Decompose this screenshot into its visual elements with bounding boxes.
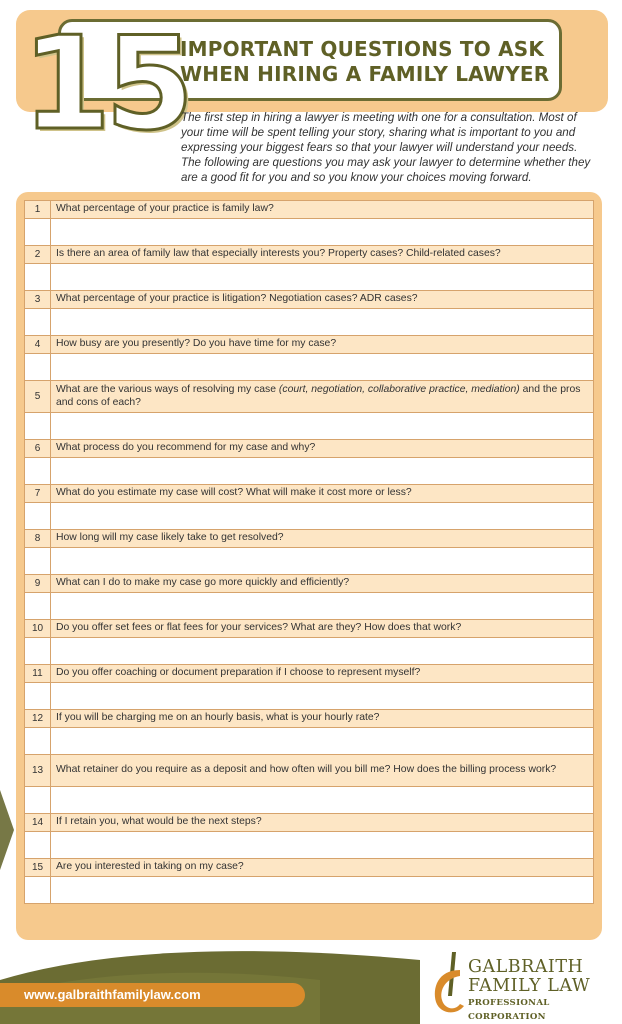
question-text-content <box>56 384 588 409</box>
question-text-part: What do you estimate my case will cost? What will make it cost more or less? <box>56 487 412 499</box>
question-text-content <box>56 861 244 874</box>
question-number: 10 <box>25 620 51 637</box>
question-text-content <box>56 338 336 351</box>
question-text <box>51 814 593 831</box>
question-text <box>51 620 593 637</box>
intro-paragraph: The first step in hiring a lawyer is meeting with one for a consultation. Most of your time will be spent telling your story, sharing what is important to you and expressing your biggest fears so that your lawyer will understand your needs. The following are questions you may ask your lawyer to determine whether they are a good fit for you and so you know your choices moving forward. <box>181 111 591 184</box>
question-text <box>51 710 593 727</box>
answer-field[interactable] <box>51 458 593 484</box>
answer-row[interactable] <box>24 637 594 665</box>
question-number: 7 <box>25 485 51 502</box>
questions-table <box>24 200 594 903</box>
question-text <box>51 246 593 263</box>
question-text-part: What process do you recommend for my case and why? <box>56 442 316 454</box>
question-text-content <box>56 293 418 306</box>
question-text <box>51 485 593 502</box>
answer-number-cell <box>25 413 51 439</box>
question-row <box>24 200 594 219</box>
answer-number-cell <box>25 832 51 858</box>
answer-field[interactable] <box>51 413 593 439</box>
answer-number-cell <box>25 458 51 484</box>
question-text <box>51 755 593 786</box>
question-text-content <box>56 816 262 829</box>
question-number: 14 <box>25 814 51 831</box>
answer-row[interactable] <box>24 502 594 530</box>
question-text-part: What are the various ways of resolving my case <box>56 383 279 395</box>
question-text <box>51 859 593 876</box>
answer-number-cell <box>25 877 51 903</box>
question-text-content <box>56 622 461 635</box>
question-text-part: Do you offer coaching or document preparation if I choose to represent myself? <box>56 667 421 679</box>
answer-number-cell <box>25 638 51 664</box>
question-text <box>51 381 593 412</box>
question-text <box>51 201 593 218</box>
answer-number-cell <box>25 503 51 529</box>
answer-number-cell <box>25 683 51 709</box>
answer-row[interactable] <box>24 308 594 336</box>
answer-row[interactable] <box>24 218 594 246</box>
question-row <box>24 335 594 354</box>
question-row <box>24 380 594 413</box>
answer-field[interactable] <box>51 264 593 290</box>
answer-number-cell <box>25 548 51 574</box>
question-row <box>24 754 594 787</box>
answer-row[interactable] <box>24 353 594 381</box>
question-text-content <box>56 667 420 680</box>
answer-row[interactable] <box>24 457 594 485</box>
answer-number-cell <box>25 787 51 813</box>
question-row <box>24 245 594 264</box>
question-row <box>24 664 594 683</box>
question-row <box>24 574 594 593</box>
question-text-part: What can I do to make my case go more quickly and efficiently? <box>56 577 350 589</box>
question-text-emphasis: (court, negotiation, collaborative practice, mediation) <box>278 383 520 395</box>
galbraith-logo-icon <box>430 950 470 1020</box>
question-row <box>24 858 594 877</box>
question-text-content <box>56 203 274 216</box>
question-text <box>51 575 593 592</box>
question-text-part: What retainer do you require as a deposit and how often will you bill me? How does the billing process work? <box>56 764 557 776</box>
answer-field[interactable] <box>51 593 593 619</box>
answer-field[interactable] <box>51 832 593 858</box>
question-text-content <box>56 487 412 500</box>
answer-row[interactable] <box>24 263 594 291</box>
title-line-2: WHEN HIRING A FAMILY LAWYER <box>180 62 550 86</box>
question-text-content <box>56 248 501 261</box>
question-number: 4 <box>25 336 51 353</box>
question-text-content <box>56 442 315 455</box>
answer-number-cell <box>25 219 51 245</box>
question-text-content <box>56 712 379 725</box>
question-row <box>24 439 594 458</box>
answer-field[interactable] <box>51 638 593 664</box>
answer-number-cell <box>25 354 51 380</box>
question-number: 3 <box>25 291 51 308</box>
question-text-part: What percentage of your practice is litigation? Negotiation cases? ADR cases? <box>56 293 418 305</box>
question-text-part: If I retain you, what would be the next steps? <box>56 816 262 828</box>
answer-field[interactable] <box>51 354 593 380</box>
big-number-15: 15 <box>22 10 189 159</box>
answer-field[interactable] <box>51 548 593 574</box>
question-text-part: What percentage of your practice is family law? <box>56 203 274 215</box>
answer-number-cell <box>25 309 51 335</box>
question-text-part: How busy are you presently? Do you have time for my case? <box>56 338 337 350</box>
answer-number-cell <box>25 264 51 290</box>
logo-line-1: GALBRAITH <box>468 957 584 977</box>
title-line-1: IMPORTANT QUESTIONS TO ASK <box>180 37 545 61</box>
question-text-part: Are you interested in taking on my case? <box>56 861 244 873</box>
answer-number-cell <box>25 728 51 754</box>
question-number: 13 <box>25 755 51 786</box>
question-text <box>51 665 593 682</box>
answer-row[interactable] <box>24 876 594 904</box>
question-text <box>51 336 593 353</box>
question-number: 1 <box>25 201 51 218</box>
question-row <box>24 709 594 728</box>
answer-field[interactable] <box>51 219 593 245</box>
question-number: 8 <box>25 530 51 547</box>
question-text-part: Is there an area of family law that especially interests you? Property cases? Child-related cases? <box>56 248 501 260</box>
question-row <box>24 529 594 548</box>
question-number: 2 <box>25 246 51 263</box>
question-text-part: and the pros and cons of each? <box>56 383 581 408</box>
question-number: 5 <box>25 381 51 412</box>
page-title <box>180 37 550 87</box>
answer-row[interactable] <box>24 831 594 859</box>
answer-field[interactable] <box>51 683 593 709</box>
question-row <box>24 619 594 638</box>
question-number: 15 <box>25 859 51 876</box>
question-text-part: If you will be charging me on an hourly basis, what is your hourly rate? <box>56 712 380 724</box>
answer-field[interactable] <box>51 787 593 813</box>
logo-line-3: PROFESSIONAL CORPORATION <box>468 998 550 1022</box>
question-number: 9 <box>25 575 51 592</box>
question-text <box>51 291 593 308</box>
question-text <box>51 440 593 457</box>
question-number: 11 <box>25 665 51 682</box>
answer-row[interactable] <box>24 547 594 575</box>
question-number: 12 <box>25 710 51 727</box>
question-text <box>51 530 593 547</box>
answer-field[interactable] <box>51 503 593 529</box>
website-url[interactable]: www.galbraithfamilylaw.com <box>0 983 305 1007</box>
answer-row[interactable] <box>24 412 594 440</box>
answer-field[interactable] <box>51 728 593 754</box>
firm-logo-text <box>468 958 618 1024</box>
question-row <box>24 813 594 832</box>
question-row <box>24 484 594 503</box>
answer-field[interactable] <box>51 877 593 903</box>
logo-line-2: FAMILY LAW <box>468 976 591 996</box>
question-text-content <box>56 577 349 590</box>
question-text-content <box>56 764 556 777</box>
answer-row[interactable] <box>24 592 594 620</box>
answer-row[interactable] <box>24 727 594 755</box>
answer-row[interactable] <box>24 682 594 710</box>
question-text-content <box>56 532 284 545</box>
question-text-part: How long will my case likely take to get resolved? <box>56 532 284 544</box>
question-row <box>24 290 594 309</box>
answer-field[interactable] <box>51 309 593 335</box>
answer-row[interactable] <box>24 786 594 814</box>
answer-number-cell <box>25 593 51 619</box>
question-number: 6 <box>25 440 51 457</box>
question-text-part: Do you offer set fees or flat fees for your services? What are they? How does that work? <box>56 622 462 634</box>
